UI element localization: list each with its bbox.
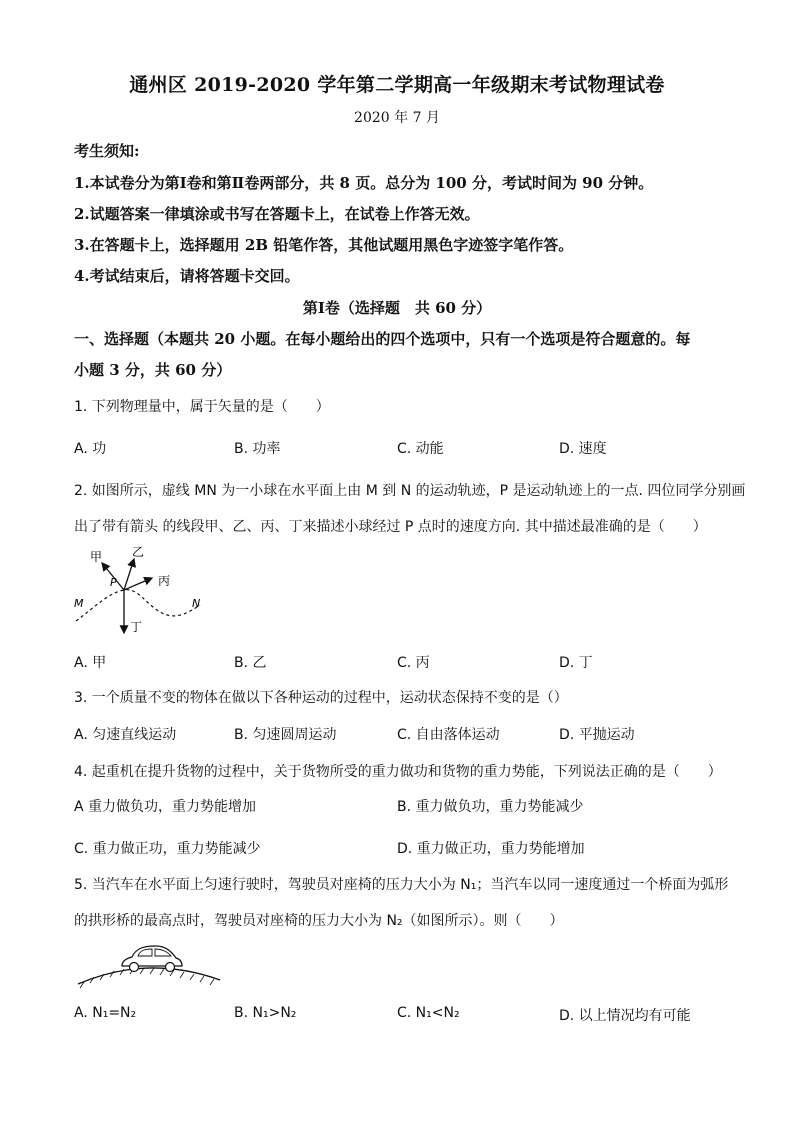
question-2-option-a: A. 甲: [74, 655, 107, 671]
question-2-stem-line2: 出了带有箭头 的线段甲、乙、丙、丁来描述小球经过 P 点时的速度方向. 其中描述最准确的是（ ）: [74, 519, 707, 535]
notice-item: 2.试题答案一律填涂或书写在答题卡上，在试卷上作答无效。: [74, 205, 480, 223]
page-title: 通州区 2019-2020 学年第二学期高一年级期末考试物理试卷: [129, 74, 665, 96]
question-4-option-d: D. 重力做正功，重力势能增加: [397, 841, 585, 857]
label-bing: 丙: [158, 574, 171, 588]
question-3-option-a: A. 匀速直线运动: [74, 727, 177, 743]
question-1-stem: 1. 下列物理量中，属于矢量的是（ ）: [74, 399, 330, 415]
question-2-option-c: C. 丙: [397, 655, 430, 671]
question-4-option-a: A 重力做负功，重力势能增加: [74, 799, 257, 815]
label-ding: 丁: [130, 620, 143, 634]
label-p: P: [110, 576, 117, 589]
question-1-option-a: A. 功: [74, 441, 107, 457]
label-yi: 乙: [132, 545, 145, 559]
exam-date: 2020 年 7 月: [354, 110, 440, 126]
label-m: M: [74, 597, 84, 610]
notice-item: 4.考试结束后，请将答题卡交回。: [74, 267, 300, 285]
bridge-hatching: [80, 968, 214, 988]
question-1-option-d: D. 速度: [559, 441, 607, 457]
notice-heading: 考生须知:: [74, 142, 140, 160]
label-jia: 甲: [90, 550, 103, 564]
question-1-option-c: C. 动能: [397, 441, 444, 457]
part-instructions-line2: 小题 3 分，共 60 分）: [74, 361, 232, 379]
question-5-stem-line1: 5. 当汽车在水平面上匀速行驶时，驾驶员对座椅的压力大小为 N₁；当汽车以同一速度通过一个桥面为弧形: [74, 877, 729, 893]
question-3-option-c: C. 自由落体运动: [397, 727, 500, 743]
question-3-option-d: D. 平抛运动: [559, 727, 635, 743]
question-1-option-b: B. 功率: [234, 441, 281, 457]
label-n: N: [192, 597, 201, 610]
notice-item: 1.本试卷分为第Ⅰ卷和第Ⅱ卷两部分，共 8 页。总分为 100 分，考试时间为 90 分钟。: [74, 174, 654, 192]
question-4-option-b: B. 重力做负功，重力势能减少: [397, 799, 584, 815]
arrow-bing: [124, 578, 152, 590]
trajectory-curve: [76, 590, 200, 621]
question-2-option-b: B. 乙: [234, 655, 267, 671]
question-2-option-d: D. 丁: [559, 655, 593, 671]
question-5-stem-line2: 的拱形桥的最高点时，驾驶员对座椅的压力大小为 N₂（如图所示）。则（ ）: [74, 913, 564, 929]
question-4-option-c: C. 重力做正功，重力势能减少: [74, 841, 261, 857]
question-5-option-b: B. N₁>N₂: [234, 1005, 297, 1021]
question-5-option-a: A. N₁=N₂: [74, 1005, 137, 1021]
question-5-arch-bridge-figure: [74, 940, 224, 990]
question-2-stem-line1: 2. 如图所示，虚线 MN 为一小球在水平面上由 M 到 N 的运动轨迹，P 是运动轨迹上的一点. 四位同学分别画: [74, 483, 746, 499]
part-instructions-line1: 一、选择题（本题共 20 小题。在每小题给出的四个选项中，只有一个选项是符合题意的。每: [74, 330, 691, 348]
question-5-option-d: D. 以上情况均有可能: [559, 1008, 691, 1024]
arrow-yi: [124, 559, 134, 590]
question-4-stem: 4. 起重机在提升货物的过程中，关于货物所受的重力做功和货物的重力势能，下列说法正确的是（ ）: [74, 764, 722, 780]
question-2-trajectory-figure: [70, 545, 220, 640]
question-3-option-b: B. 匀速圆周运动: [234, 727, 337, 743]
bridge-arch: [78, 968, 220, 984]
section-heading: 第Ⅰ卷（选择题 共 60 分）: [302, 299, 492, 317]
notice-item: 3.在答题卡上，选择题用 2B 铅笔作答，其他试题用黑色字迹签字笔作答。: [74, 236, 574, 254]
question-3-stem: 3. 一个质量不变的物体在做以下各种运动的过程中，运动状态保持不变的是（）: [74, 690, 568, 706]
question-5-option-c: C. N₁<N₂: [397, 1005, 460, 1021]
